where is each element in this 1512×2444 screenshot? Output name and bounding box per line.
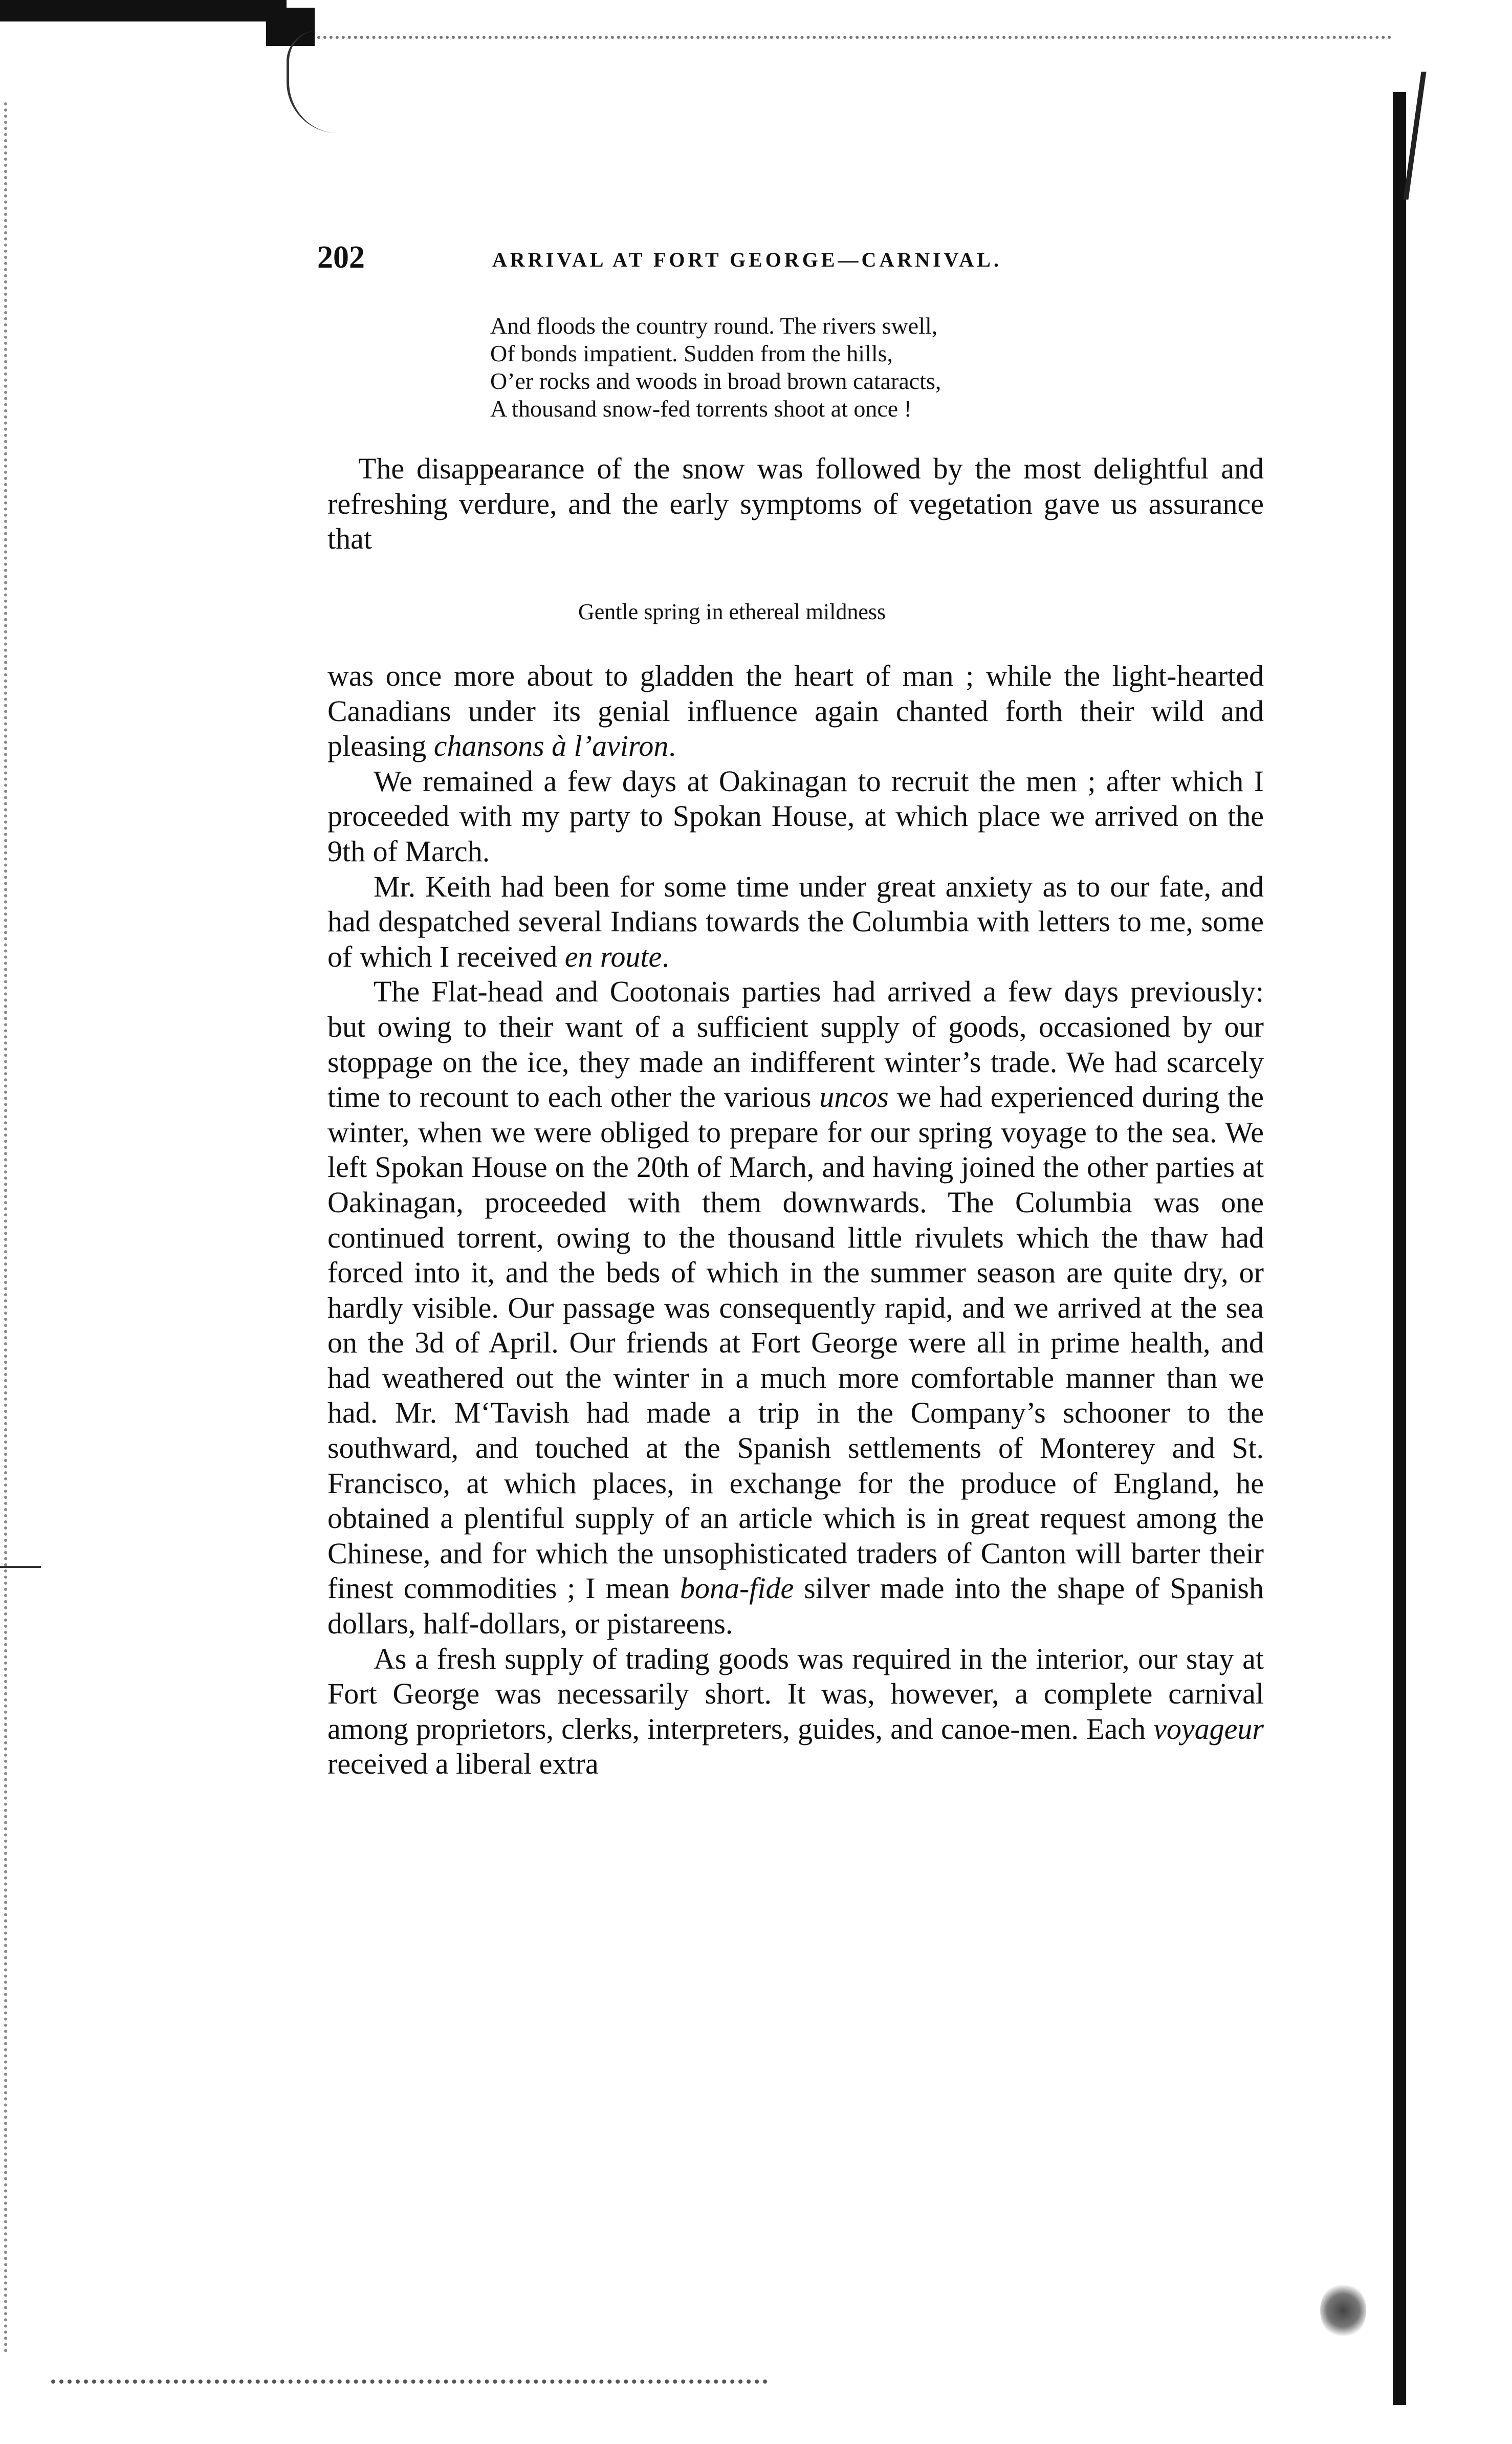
inline-quote: Gentle spring in ethereal mildness [578, 599, 886, 624]
scan-edge-artifact [0, 0, 287, 21]
verse-quotation [490, 312, 1104, 423]
page-number: 202 [317, 240, 365, 275]
italic-phrase: uncos [819, 1080, 889, 1114]
verse-line: A thousand snow-fed torrents shoot at once ! [490, 396, 912, 422]
scan-edge-artifact [4, 102, 10, 2354]
intro-paragraph: The disappearance of the snow was followed by the most delightful and refreshing verdure, and the early symptoms of vegetation gave us assurance that [327, 452, 1264, 556]
scan-edge-artifact [0, 1566, 41, 1568]
scan-edge-artifact [51, 2380, 768, 2387]
paragraph: We remained a few days at Oakinagan to recruit the men ; after which I proceeded with my party to Spokan House, at which place we arrived on the 9th of March. [327, 764, 1264, 868]
paragraph: Mr. Keith had been for some time under great anxiety as to our fate, and had despatched several Indians towards the Columbia with letters to me, some of which I received en route. [327, 869, 1264, 973]
italic-phrase: voyageur [1153, 1712, 1264, 1745]
scan-binding-edge [1393, 92, 1406, 2405]
scan-binding-edge [1403, 72, 1426, 200]
scan-edge-artifact [317, 36, 1392, 42]
verse-line: And floods the country round. The rivers swell, [490, 313, 938, 339]
paragraph: The Flat-head and Cootonais parties had arrived a few days previously: but owing to their want of a sufficient supply of goods, occasioned by our stoppage on the ice, they made an indifferent winter’s trade. We had scarcely time to recount to each other the various uncos we had experienced during the winter, when we were obliged to prepare for our spring voyage to the sea. We left Spokan House on the 20th of March, and having joined the other parties at Oakinagan, proceeded with them downwards. The Columbia was one continued torrent, owing to the thousand little rivulets which the thaw had forced into it, and the beds of which in the summer season are quite dry, or hardly visible. Our passage was consequently rapid, and we arrived at the sea on the 3d of April. Our friends at Fort George were all in prime health, and had weathered out the winter in a much more comfortable manner than we had. Mr. M‘Tavish had made a trip in the Company’s schooner to the southward, and touched at the Spanish settlements of Monterey and St. Francisco, at which places, in exchange for the produce of England, he obtained a plentiful supply of an article which is in great request among the Chinese, and for which the unsophisticated traders of Canton will barter their finest commodities ; I mean bona-fide silver made into the shape of Spanish dollars, half-dollars, or pistareens. [327, 975, 1264, 1641]
body-text [327, 659, 1264, 1782]
verse-line: O’er rocks and woods in broad brown cataracts, [490, 368, 941, 394]
italic-phrase: chansons à l’aviron [433, 729, 669, 763]
paragraph: was once more about to gladden the heart of man ; while the light-hearted Canadians under its genial influence again chanted forth their wild and pleasing chansons à l’aviron. [327, 659, 1264, 763]
verse-line: Of bonds impatient. Sudden from the hills, [490, 340, 893, 366]
scan-edge-artifact [287, 31, 350, 133]
ink-smudge [1320, 2282, 1366, 2339]
paragraph: As a fresh supply of trading goods was required in the interior, our stay at Fort George was necessarily short. It was, however, a complete carnival among proprietors, clerks, interpreters, guides, and canoe-men. Each voyageur received a liberal extra [327, 1642, 1264, 1781]
italic-phrase: bona-fide [680, 1572, 794, 1605]
header-title: ARRIVAL AT FORT GEORGE—CARNIVAL. [492, 248, 1002, 271]
italic-phrase: en route [564, 940, 662, 973]
running-head [317, 239, 1126, 275]
